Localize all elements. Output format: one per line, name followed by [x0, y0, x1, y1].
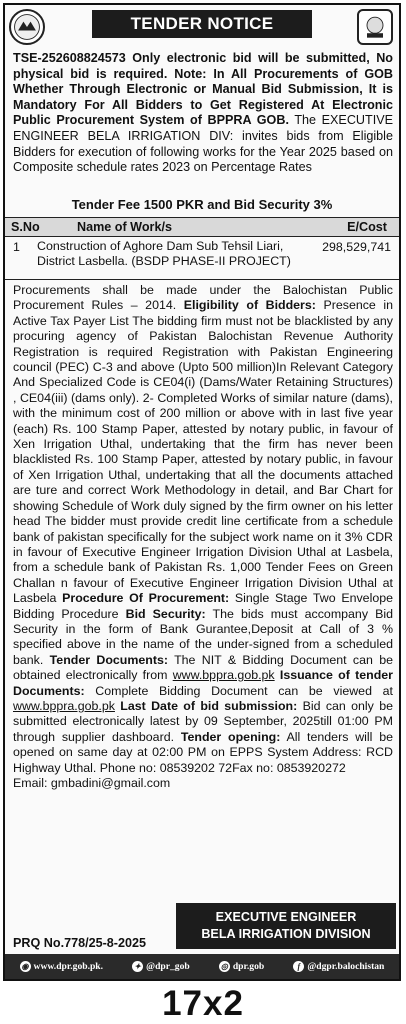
globe-icon: ◉ [20, 961, 31, 972]
issuance-heading: Issuance of tender Documents: [13, 668, 393, 698]
page-title: TENDER NOTICE [92, 10, 312, 38]
social-facebook[interactable] [293, 961, 384, 972]
bid-security-heading: Bid Security: [125, 606, 206, 621]
tender-documents-heading: Tender Documents: [49, 652, 168, 667]
social-text: @dgpr.balochistan [307, 961, 385, 972]
text: Presence in Active Tax Payer List The bidding firm must not be blacklisted by any procuring agency of Pakistan Balochistan Revenue Authority Registration is required Registration with Pakistan Engineering council (PEC) C-3 and above (Upto 500 million)In Relevant Category And Specialized Code is CE04(i) (Dams/Water Retaining Structures) , CE04(iii) (dams only). 2- Completed Works of similar nature (dams), with the minimum cost of 200 million or above with in last five year (each) Rs. 100 Stamp Paper, attested by notary public, in favour of Xen Irrigation Uthal, undertaking that the firm has never been blacklisted Rs. 100 Stamp Paper, attested by notary public, in favour of Xen Irrigation Uthal, undertaking that all the documents attached are ture and correct Work Methodology in detail, and Bar Chart for showing Schedule of Work duly signed by the firm owner on his letter head The bidder must provide credit line certificate from a schedule bank of pakistan specifically for the subject work name on it 3% CDR in favour of Executive Engineer Irrigation Division Uthal at Lasbela, from a schedule bank of Pakistan Rs. 1,000 Tender Fees on Green Challan n favour of Executive Engineer Irrigation Division Uthal at Lasbela [13, 298, 394, 606]
fee-line: Tender Fee 1500 PKR and Bid Security 3% [71, 197, 333, 212]
balochistan-logo-icon [9, 9, 45, 45]
social-twitter[interactable] [132, 961, 190, 972]
table-row [5, 238, 399, 278]
social-text: @dpr_gob [146, 961, 190, 972]
row-cost: 298,529,741 [322, 240, 391, 254]
text: Bid can only be submitted electronically latest by 09 September, 2025till 01:00 PM through supplier dashboard. [13, 698, 393, 744]
twitter-icon: ✦ [132, 961, 143, 972]
bppra-link[interactable]: www.bppra.gob.pk [172, 668, 275, 683]
social-text: www.dpr.gob.pk. [33, 961, 104, 972]
email: Email: gmbadini@gmail.com [13, 776, 171, 790]
procedure-heading: Procedure Of Procurement: [62, 591, 230, 606]
intro-paragraph [13, 51, 393, 176]
text: The bids must accompany Bid Security in the form of Bank Gurantee,Deposit at Call of 3 % specified above in the name of the under-signed from a scheduled bank. [13, 606, 393, 667]
signature-line2: BELA IRRIGATION DIVISION [201, 927, 371, 941]
main-paragraph [13, 283, 393, 791]
text: Procurements shall be made under the Balochistan Public Procurement Rules – 2014. [13, 283, 393, 313]
bppra-link[interactable]: www.bppra.gob.pk [13, 698, 115, 713]
text: The NIT & Bidding Document can be obtained electronically from [13, 652, 393, 683]
social-instagram[interactable] [219, 961, 264, 972]
header-name: Name of Work/s [77, 220, 172, 234]
intro-bold: TSE-252608824573 Only electronic bid will be submitted, No physical bid is required. Note: In All Procurements of GOB Whether Through Electronic or Manual Bid Submission, It is Mandatory For All Bidders to Get Registered At Electronic Public Procurement System of BPPRA GOB. [13, 51, 393, 128]
eligibility-heading: Eligibility of Bidders: [183, 298, 316, 313]
text: Complete Bidding Document can be viewed at [84, 683, 393, 698]
size-code: 17x2 [162, 984, 244, 1023]
facebook-icon: f [293, 961, 304, 972]
signature-line1: EXECUTIVE ENGINEER [215, 910, 357, 924]
intro-normal: The EXECUTIVE ENGINEER BELA IRRIGATION DIV: invites bids from Eligible Bidders for execution of following works for the Year 2025 based on Composite schedule rates 2023 on Percentage Rates [13, 113, 393, 175]
table-header [5, 217, 399, 237]
signature-block [176, 903, 396, 949]
social-web[interactable] [20, 961, 104, 972]
instagram-icon: ◎ [219, 961, 230, 972]
text: All tenders will be opened on same day at 02:00 PM on EPPS System Address: RCD Highway Uthal. Phone no: 08539202 72Fax no: 0853920272 [13, 729, 393, 775]
prq-number: PRQ No.778/25-8-2025 [13, 936, 147, 950]
row-sno: 1 [13, 240, 20, 254]
social-bar [5, 954, 399, 979]
text: Single Stage Two Envelope Bidding Procedure [13, 591, 393, 621]
last-date-heading: Last Date of bid submission: [114, 698, 298, 713]
social-text: dpr.gob [232, 961, 265, 972]
government-crest-icon [357, 9, 393, 45]
header-sno: S.No [11, 220, 40, 234]
divider [5, 279, 399, 280]
header [5, 5, 399, 49]
row-name: Construction of Aghore Dam Sub Tehsil Liari, District Lasbella. (BSDP PHASE-II PROJECT) [37, 239, 291, 268]
tender-notice [3, 3, 401, 981]
tender-opening-heading: Tender opening: [180, 729, 281, 744]
header-cost: E/Cost [347, 220, 387, 234]
